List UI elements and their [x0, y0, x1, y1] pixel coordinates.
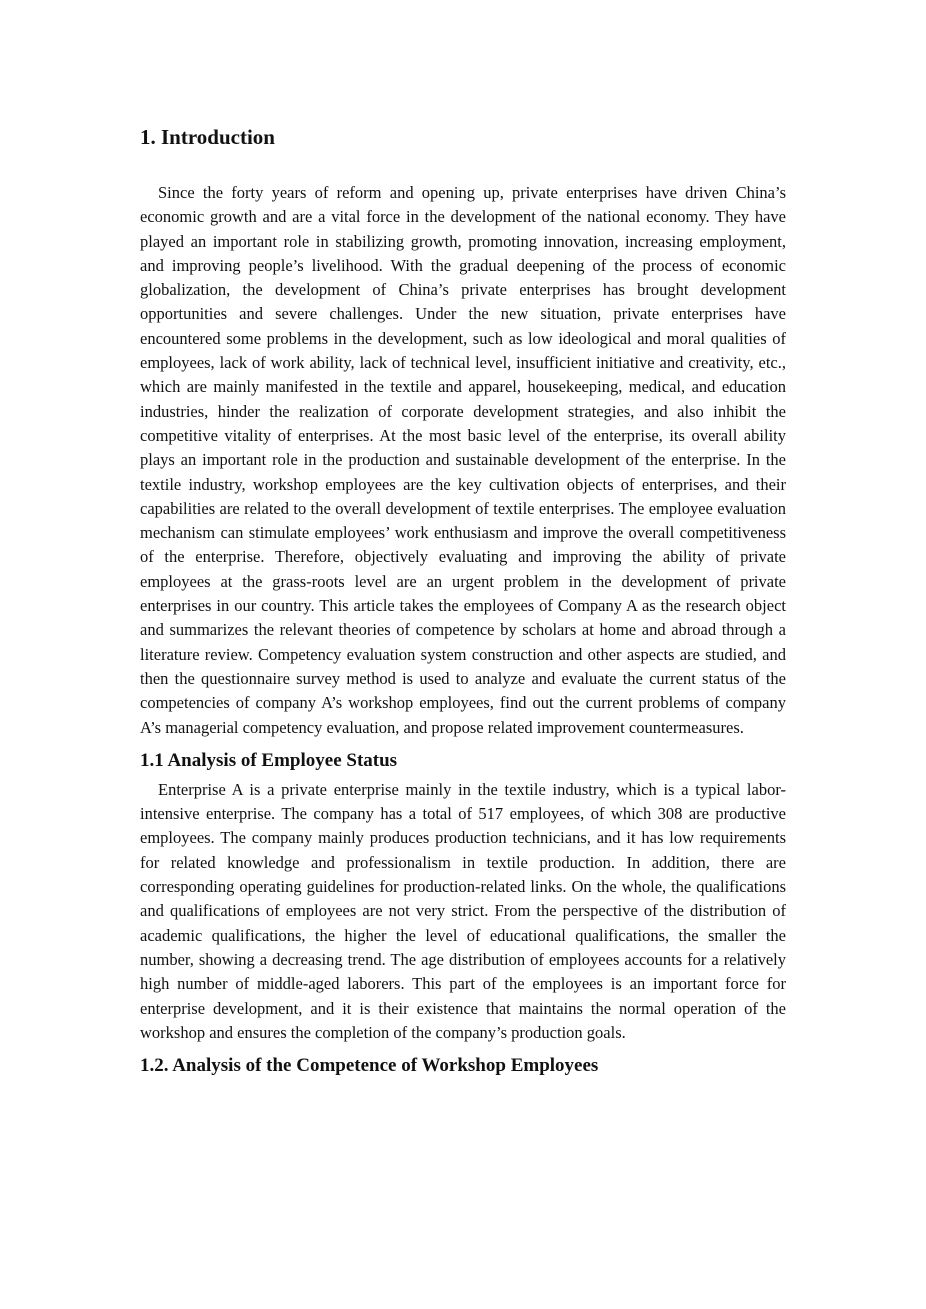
- section-heading-introduction: 1. Introduction: [140, 125, 275, 149]
- section-heading-workshop-competence: 1.2. Analysis of the Competence of Workshop Employees: [140, 1055, 599, 1077]
- employee-status-paragraph: Enterprise A is a private enterprise mainly in the textile industry, which is a typical labor-intensive enterprise. The company has a total of 517 employees, of which 308 are productive employees. The company mainly produces production technicians, and it has low requirements for related knowledge and professionalism in textile production. In addition, there are corresponding operating guidelines for production-related links. On the whole, the qualifications and qualifications of employees are not very strict. From the perspective of the distribution of academic qualifications, the higher the level of educational qualifications, the smaller the number, showing a decreasing trend. The age distribution of employees accounts for a relatively high number of middle-aged laborers. This part of the employees is an important force for enterprise development, and it is their existence that maintains the normal operation of the workshop and ensures the completion of the company’s production goals.: [140, 779, 786, 1042]
- document-page: [140, 120, 786, 1083]
- section-heading-employee-status: 1.1 Analysis of Employee Status: [140, 749, 398, 771]
- introduction-paragraph: Since the forty years of reform and opening up, private enterprises have driven China’s economic growth and are a vital force in the development of the national economy. They have played an important role in stabilizing growth, promoting innovation, increasing employment, and improving people’s livelihood. With the gradual deepening of the process of economic globalization, the development of China’s private enterprises has brought development opportunities and severe challenges. Under the new situation, private enterprises have encountered some problems in the development, such as low ideological and moral qualities of employees, lack of work ability, lack of technical level, insufficient initiative and creativity, etc., which are mainly manifested in the textile and apparel, housekeeping, medical, and education industries, hinder the realization of corporate development strategies, and also inhibit the competitive vitality of enterprises. At the most basic level of the enterprise, its overall ability plays an important role in the production and sustainable development of the enterprise. In the textile industry, workshop employees are the key cultivation objects of enterprises, and their capabilities are related to the overall development of textile enterprises. The employee evaluation mechanism can stimulate employees’ work enthusiasm and improve the overall competitiveness of the enterprise. Therefore, objectively evaluating and improving the ability of private employees at the grass-roots level are an urgent problem in the development of private enterprises in our country. This article takes the employees of Company A as the research object and summarizes the relevant theories of competence by scholars at home and abroad through a literature review. Competency evaluation system construction and other aspects are studied, and then the questionnaire survey method is used to analyze and evaluate the current status of the competencies of company A’s workshop employees, find out the current problems of company A’s managerial competency evaluation, and propose related improvement countermeasures.: [140, 183, 786, 737]
